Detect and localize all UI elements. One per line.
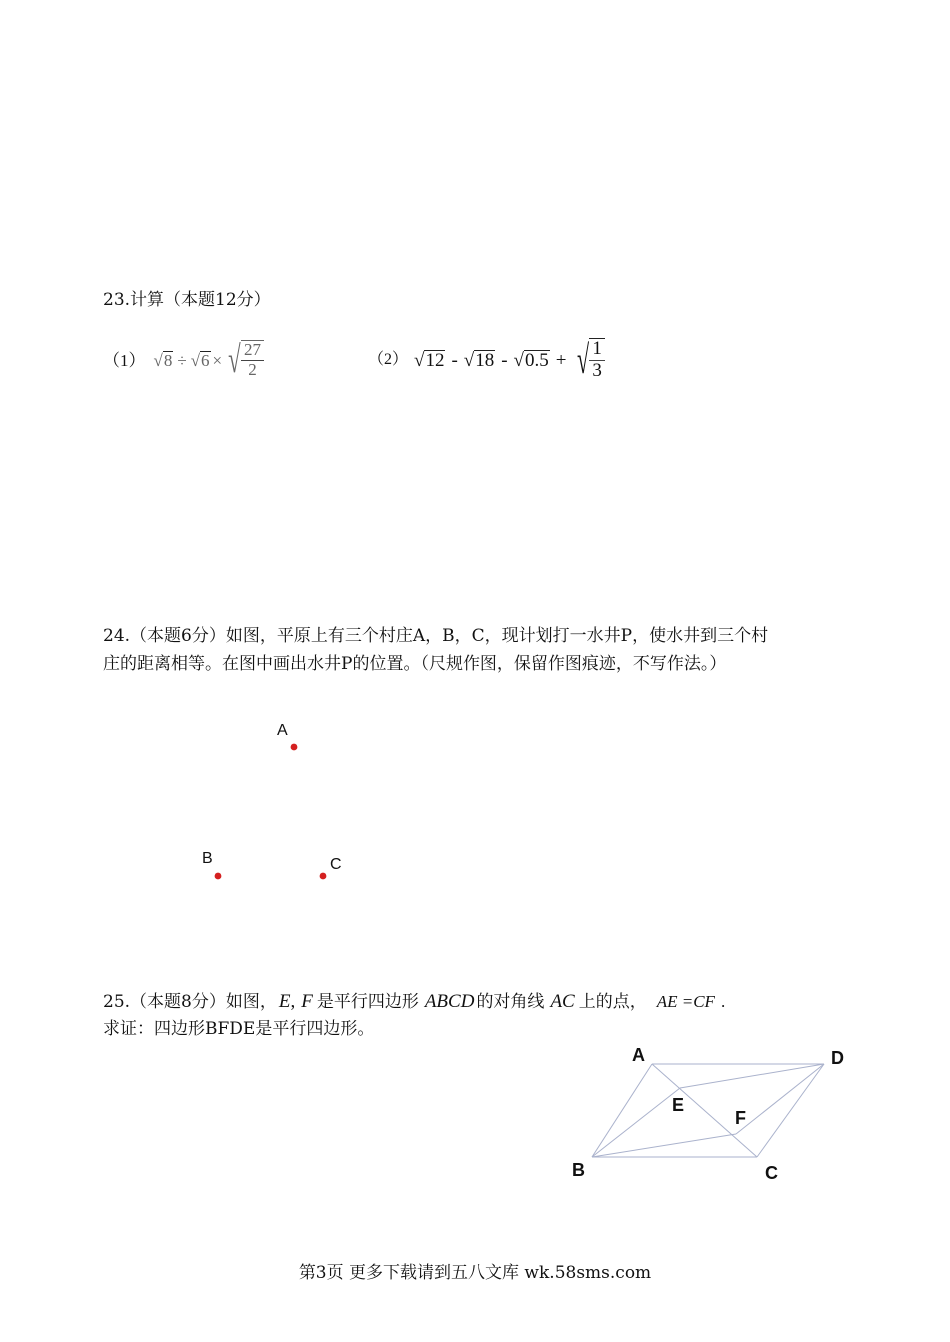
q24-point-c-label: C [330, 856, 342, 873]
q25-segment-bf [592, 1134, 736, 1157]
q25-edge-dc [757, 1064, 824, 1157]
q25-label-e: E [672, 1095, 685, 1115]
q25-line2: 求证：四边形BFDE是平行四边形。 [103, 1019, 375, 1039]
q23-p2-sqrt-c: 0.5 [524, 350, 549, 371]
q25-e: E [278, 991, 291, 1012]
q25-f: F [301, 991, 313, 1012]
q23-title: 23.计算（本题12分） [103, 290, 271, 310]
q23-part1: （1） √ 8 ÷ √ 6 × √ $\frac{27}{2}$ [103, 338, 264, 382]
q23-p2-sqrt-b: 18 [475, 350, 495, 371]
q25-label-c: C [765, 1163, 778, 1183]
q23-p1-times: × [212, 350, 223, 370]
q25-prefix: 25.（本题8分）如图， [103, 992, 277, 1012]
q25-label-b: B [572, 1160, 585, 1180]
q25-mid2: 的对角线 [476, 992, 545, 1012]
q25-label-d: D [831, 1048, 844, 1068]
q25-dot: . [720, 992, 726, 1011]
q23-p2-plus: + [555, 349, 567, 371]
q25-label-f: F [735, 1108, 746, 1128]
q24-point-b-label: B [202, 850, 213, 867]
q23-p2-sqrt-a: 12 [425, 350, 445, 371]
q23-part2-num: （2） [368, 351, 409, 368]
q25-ac: AC [550, 991, 575, 1012]
q23-p2-frac-den: 3 [592, 360, 602, 381]
q23-p2-minus1: - [451, 349, 458, 371]
q24-line2: 庄的距离相等。在图中画出水井P的位置。（尺规作图，保留作图痕迹，不写作法。） [103, 654, 727, 674]
q25-mid1: 是平行四边形 [316, 992, 419, 1012]
q23-p1-frac-den: 2 [248, 360, 257, 379]
q23-p1-frac-num: 27 [241, 341, 264, 361]
q25-label-a: A [632, 1045, 645, 1065]
q23-part2: （2） √ 12 - √ 18 - √ 0.5 + √ $\frac{1}{3}$ [368, 336, 605, 384]
q24-line1: 24.（本题6分）如图，平原上有三个村庄A，B，C，现计划打一水井P，使水井到三个村 [103, 626, 769, 646]
q23-part1-num: （1） [103, 350, 146, 370]
q25-eq: AE =CF [656, 992, 715, 1011]
q25-mid3: 上的点， [578, 992, 647, 1012]
q25-edge-ba [592, 1064, 652, 1157]
q25-segment-ed [680, 1064, 824, 1088]
q25-segment-be [592, 1088, 680, 1157]
q23-p1-sqrt-b: 6 [201, 351, 210, 370]
q24-point-a-label: A [277, 722, 288, 739]
q25-abcd: ABCD [424, 991, 475, 1012]
q23-p2-minus2: - [501, 349, 508, 371]
q25-segment-fd [736, 1064, 824, 1134]
q23-p1-sqrt-a: 8 [163, 351, 173, 370]
page-footer: 第3页 更多下载请到五八文库 wk.58sms.com [298, 1263, 652, 1283]
q23-p2-frac-num: 1 [589, 339, 605, 361]
q23-p1-div: ÷ [177, 350, 187, 370]
q25-sep: , [290, 991, 296, 1012]
